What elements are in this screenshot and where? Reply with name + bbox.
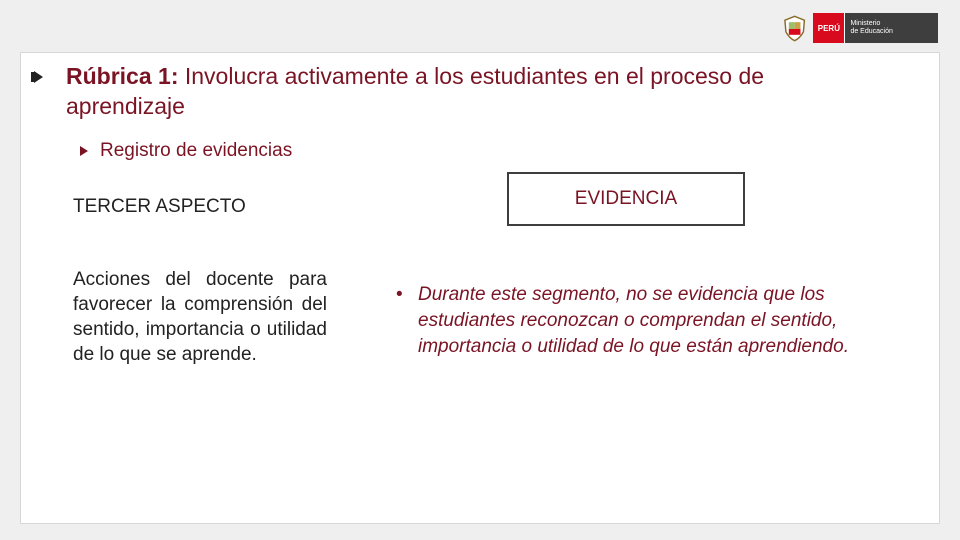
page-title — [66, 61, 866, 121]
evidence-header-box — [507, 172, 745, 226]
aspect-description: Acciones del docente para favorecer la comprensión del sentido, importancia o utilidad de lo que se aprende. — [73, 269, 327, 365]
bullet-dot: • — [396, 284, 403, 305]
coat-of-arms-icon — [782, 14, 807, 42]
peru-badge: PERÚ — [813, 13, 844, 43]
subtitle-text: Registro de evidencias — [100, 140, 293, 161]
aspect-label: TERCER ASPECTO — [73, 196, 246, 217]
ministry-name — [844, 13, 938, 43]
evidence-bullet-item — [396, 282, 896, 360]
ministry-line-2: de Educación — [850, 28, 893, 35]
ministry-line-1: Ministerio — [850, 20, 881, 27]
title-bold: Rúbrica 1: — [66, 63, 179, 89]
subtitle — [80, 140, 292, 162]
title-rest: Involucra activamente a los estudiantes en el proceso de aprendizaje — [66, 63, 765, 119]
triangle-bullet-icon — [80, 146, 88, 156]
evidence-label: EVIDENCIA — [574, 188, 678, 209]
evidence-text: Durante este segmento, no se evidencia que los estudiantes reconozcan o comprendan el sentido, importancia o utilidad de lo que están aprendiendo. — [418, 284, 849, 357]
ministry-logo — [782, 12, 938, 44]
arrow-bullet-icon — [31, 70, 43, 84]
